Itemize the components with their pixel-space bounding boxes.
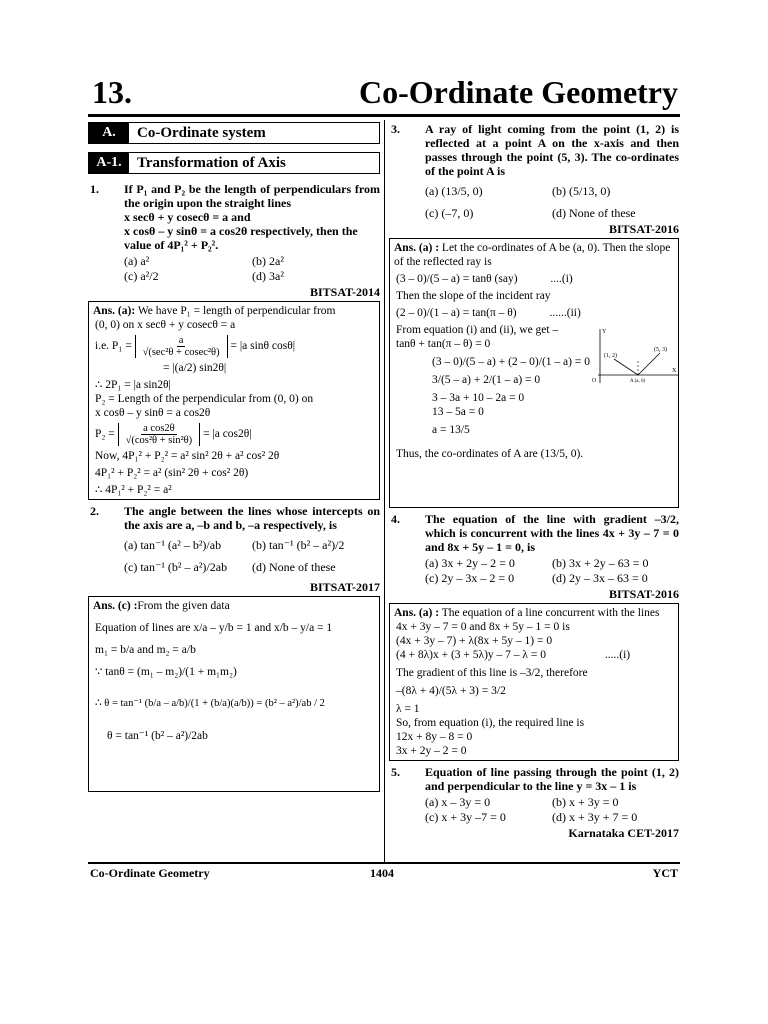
question-4: [389, 512, 679, 554]
section-name: Co-Ordinate system: [137, 125, 266, 141]
option: (a) 3x + 2y – 2 = 0: [425, 556, 515, 570]
page-number: 1404: [370, 866, 394, 880]
label-point-2: (5, 3): [654, 347, 667, 353]
option: (b) tan⁻¹ (b² – a²)/2: [252, 538, 345, 552]
option: (c) (–7, 0): [425, 206, 474, 220]
header-rule: [88, 114, 680, 117]
option: (c) tan⁻¹ (b² – a²)/2ab: [124, 560, 228, 574]
section-tag: A-1.: [89, 153, 129, 173]
option: (d) None of these: [252, 560, 336, 574]
left-column: [88, 122, 380, 796]
column-divider: [384, 120, 385, 862]
footer-left: Co-Ordinate Geometry: [90, 866, 210, 880]
incident-ray: [614, 359, 638, 375]
answer-box: Ans. (a) : The equation of a line concurrent with the lines 4x + 3y – 7 = 0 and 8x + 5y – 1 = 0 is (4x + 3y – 7) + λ(8x + 5y – 1) = 0 (4 + 8λ)x + (3 + 5λ)y – 7 – λ = 0 .....(i) The gradient of this line is –3/2, therefore –(8λ + 4)/(5λ + 3) = 3/2 λ = 1 So, from equation (i), the required line is 12x + 8y – 8 = 0 3x + 2y – 2 = 0: [389, 603, 679, 761]
option: (d) 2y – 3x – 63 = 0: [552, 571, 648, 585]
question-text: The equation of the line with gradient –3/2, which is concurrent with the lines 4x + 3y – 7 = 0 and 8x + 5y – 1 = 0, is: [425, 512, 679, 554]
label-point-a: A (a, 0): [630, 379, 646, 384]
option: (c) x + 3y –7 = 0: [425, 810, 506, 824]
question-number: 5.: [391, 765, 400, 779]
option: (c) a²/2: [124, 269, 159, 283]
source-tag: Karnataka CET-2017: [568, 826, 679, 840]
source-tag: BITSAT-2016: [608, 222, 679, 236]
question-1: [88, 182, 380, 252]
question-text: If P₁ and P₂ be the length of perpendiculars from the origin upon the straight lines x secθ + y cosecθ = a and x cosθ – y sinθ = a cos2θ respectively, then the value of 4P₁² + P₂².: [124, 182, 380, 252]
answer-box: Ans. (a) : Let the co-ordinates of A be (a, 0). Then the slope of the reflected ray is (3 – 0)/(5 – a) = tanθ (say) ....(i) Then the slope of the incident ray (2 – 0)/(1 – a) = tan(π – θ) ......(ii) From equation (i) and (ii), we get – tanθ + tan(π – θ) = 0 (3 – 0)/(5 – a) + (2 – 0)/(1 – a) = 0 3/(5 – a) + 2/(1 – a) = 0 3 – 3a + 10 – 2a = 0 13 – 5a = 0 a = 13/5 Thus, the co-ordinates of A are (13/5, 0). (1, 2) (5, 3) A (a, 0) O X Y: [389, 238, 679, 508]
label-origin: O: [592, 378, 597, 384]
question-2: [88, 504, 380, 532]
section-heading: [88, 122, 380, 144]
footer-right: YCT: [652, 866, 678, 880]
question-3: [389, 122, 679, 178]
option: (d) x + 3y + 7 = 0: [552, 810, 638, 824]
answer-box: Ans. (c) :From the given data Equation of lines are x/a – y/b = 1 and x/b – y/a = 1 m₁ = b/a and m₂ = a/b ∵ tanθ = (m₁ – m₂)/(1 + m₁m₂) ∴ θ = tan⁻¹ (b/a – a/b)/(1 + (b/a)(a/b)) = (b² – a²)/ab / 2 θ = tan⁻¹ (b² – a²)/2ab: [88, 596, 380, 792]
source-tag: BITSAT-2017: [309, 580, 380, 594]
option: (a) tan⁻¹ (a² – b²)/ab: [124, 538, 222, 552]
options: [88, 538, 380, 574]
option: (a) a²: [124, 254, 150, 268]
option: (b) x + 3y = 0: [552, 795, 619, 809]
reflection-diagram: [590, 325, 680, 385]
answer-box: Ans. (a): We have P₁ = length of perpendicular from (0, 0) on x secθ + y cosecθ = a i.e. P₁ = $\frac{a}{\text{√(sec²θ + cosec²θ)}}$ = |a sinθ cosθ| = |(a/2) sin2θ| ∴ 2P₁ = |a sin2θ| P₂ = Length of the perpendicular from (0, 0) on x cosθ – y sinθ = a cos2θ P₂ = $\frac{\text{a cos2θ}}{\text{√(cos²θ + sin²θ)}}$ = |a cos2θ| Now, 4P₁² + P₂² = a² sin² 2θ + a² cos² 2θ 4P₁² + P₂² = a² (sin² 2θ + cos² 2θ) ∴ 4P₁² + P₂² = a²: [88, 301, 380, 500]
subsection-heading: [88, 152, 380, 174]
question-number: 3.: [391, 122, 400, 136]
answer-label: Ans. (a) :: [394, 242, 440, 254]
answer-label: Ans. (a):: [93, 305, 136, 317]
options: [389, 184, 679, 220]
section-tag: A.: [89, 123, 129, 143]
option: (a) x – 3y = 0: [425, 795, 491, 809]
option: (b) (5/13, 0): [552, 184, 611, 198]
answer-label: Ans. (a) :: [394, 607, 440, 619]
label-x: X: [672, 368, 677, 374]
question-text: A ray of light coming from the point (1, 2) is reflected at a point A on the x-axis and then passes through the point (5, 3). The co-ordinates of the point A is: [425, 122, 679, 178]
question-number: 2.: [90, 504, 99, 518]
option: (c) 2y – 3x – 2 = 0: [425, 571, 515, 585]
source-tag: BITSAT-2016: [608, 587, 679, 601]
chapter-title: Co-Ordinate Geometry: [358, 74, 678, 110]
label-point-1: (1, 2): [604, 353, 617, 359]
option: (d) None of these: [552, 206, 636, 220]
chapter-number: 13.: [92, 74, 132, 110]
question-number: 4.: [391, 512, 400, 526]
question-number: 1.: [90, 182, 99, 196]
question-text: The angle between the lines whose intercepts on the axis are a, –b and b, –a respectively, is: [124, 504, 380, 532]
options: [389, 795, 679, 824]
option: (b) 2a²: [252, 254, 284, 268]
option: (d) 3a²: [252, 269, 284, 283]
option: (a) (13/5, 0): [425, 184, 483, 198]
option: (b) 3x + 2y – 63 = 0: [552, 556, 649, 570]
label-y: Y: [602, 329, 607, 335]
right-column: [389, 122, 679, 842]
footer-rule: [88, 862, 680, 864]
options: [88, 254, 380, 283]
section-name: Transformation of Axis: [137, 155, 286, 171]
reflected-ray: [638, 353, 660, 375]
source-tag: BITSAT-2014: [309, 285, 380, 299]
question-text: Equation of line passing through the point (1, 2) and perpendicular to the line y = 3x – 1 is: [425, 765, 679, 793]
answer-label: Ans. (c) :: [93, 600, 138, 612]
question-5: [389, 765, 679, 793]
options: [389, 556, 679, 585]
